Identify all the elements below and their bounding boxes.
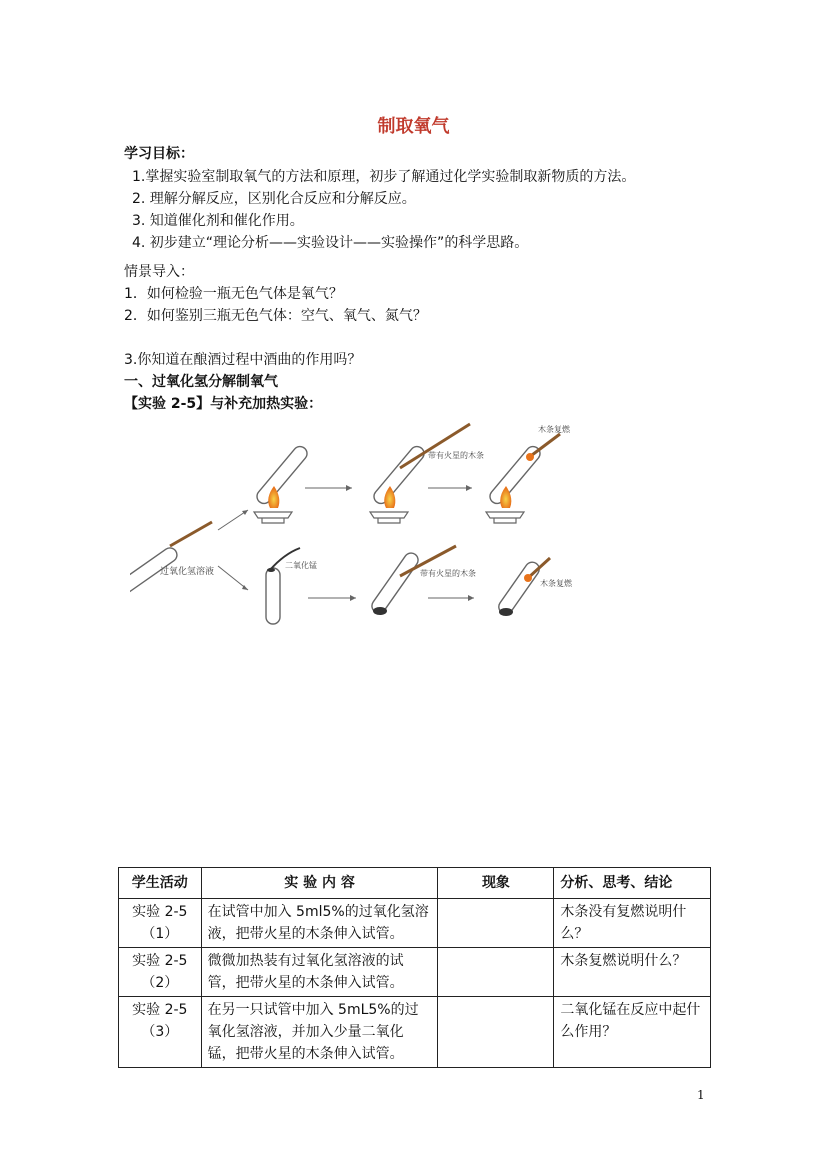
table-row	[119, 997, 711, 1068]
goal-item: 2. 理解分解反应，区别化合反应和分解反应。	[132, 191, 416, 207]
heated-tube-1	[254, 444, 310, 523]
cell-activity: 实验 2-5（2）	[119, 948, 202, 997]
label-relight-top: 木条复燃	[538, 425, 570, 434]
cell-phenomenon[interactable]	[438, 899, 554, 948]
heated-tube-2	[370, 424, 470, 523]
cell-activity: 实验 2-5（3）	[119, 997, 202, 1068]
header-activity: 学生活动	[119, 868, 202, 899]
tube-powder-spark	[369, 546, 456, 616]
label-spark-bottom: 带有火星的木条	[420, 569, 476, 578]
label-solution: 过氧化氢溶液	[160, 567, 215, 577]
intro-heading: 情景导入：	[124, 264, 194, 280]
experiment-heading: 【实验 2-5】与补充加热实验：	[124, 396, 323, 412]
tube-mno2	[266, 548, 300, 624]
table-row	[119, 899, 711, 948]
cell-activity: 实验 2-5（1）	[119, 899, 202, 948]
goal-item: 1.掌握实验室制取氧气的方法和原理，初步了解通过化学实验制取新物质的方法。	[132, 169, 636, 185]
cell-content: 在另一只试管中加入 5mL5%的过氧化氢溶液，并加入少量二氧化锰，把带火星的木条伸入试管。	[201, 997, 438, 1068]
page-title: 制取氧气	[377, 116, 450, 137]
cell-analysis: 二氧化锰在反应中起什么作用？	[554, 997, 711, 1068]
label-spark-top: 带有火星的木条	[428, 451, 484, 460]
header-phenomenon: 现象	[438, 868, 554, 899]
table-header-row	[119, 868, 711, 899]
experiment-table	[118, 867, 711, 1068]
cell-phenomenon[interactable]	[438, 948, 554, 997]
goals-heading: 学习目标：	[124, 146, 194, 162]
goal-item: 4. 初步建立“理论分析——实验设计——实验操作”的科学思路。	[132, 235, 529, 251]
goal-item: 3. 知道催化剂和催化作用。	[132, 213, 304, 229]
intro-item: 1．如何检验一瓶无色气体是氧气？	[124, 286, 343, 302]
cell-content: 微微加热装有过氧化氢溶液的试管，把带火星的木条伸入试管。	[201, 948, 438, 997]
table-row	[119, 948, 711, 997]
label-relight-bottom: 木条复燃	[540, 579, 572, 588]
header-content: 实 验 内 容	[201, 868, 438, 899]
intro-item: 3.你知道在酿酒过程中酒曲的作用吗？	[124, 352, 362, 368]
cell-phenomenon[interactable]	[438, 997, 554, 1068]
header-analysis: 分析、思考、结论	[554, 868, 711, 899]
cell-content: 在试管中加入 5ml5%的过氧化氢溶液，把带火星的木条伸入试管。	[201, 899, 438, 948]
heated-tube-3	[486, 434, 560, 523]
cell-analysis: 木条没有复燃说明什么？	[554, 899, 711, 948]
label-mno2: 二氧化锰	[285, 561, 317, 570]
page-number: 1	[697, 1088, 705, 1102]
intro-item: 2．如何鉴别三瓶无色气体：空气、氧气、氮气？	[124, 308, 427, 324]
cell-analysis: 木条复燃说明什么？	[554, 948, 711, 997]
experiment-figure	[130, 418, 610, 630]
section-heading: 一、过氧化氢分解制氧气	[124, 374, 278, 390]
tube-peroxide	[130, 522, 215, 597]
wood-stick	[170, 522, 212, 546]
